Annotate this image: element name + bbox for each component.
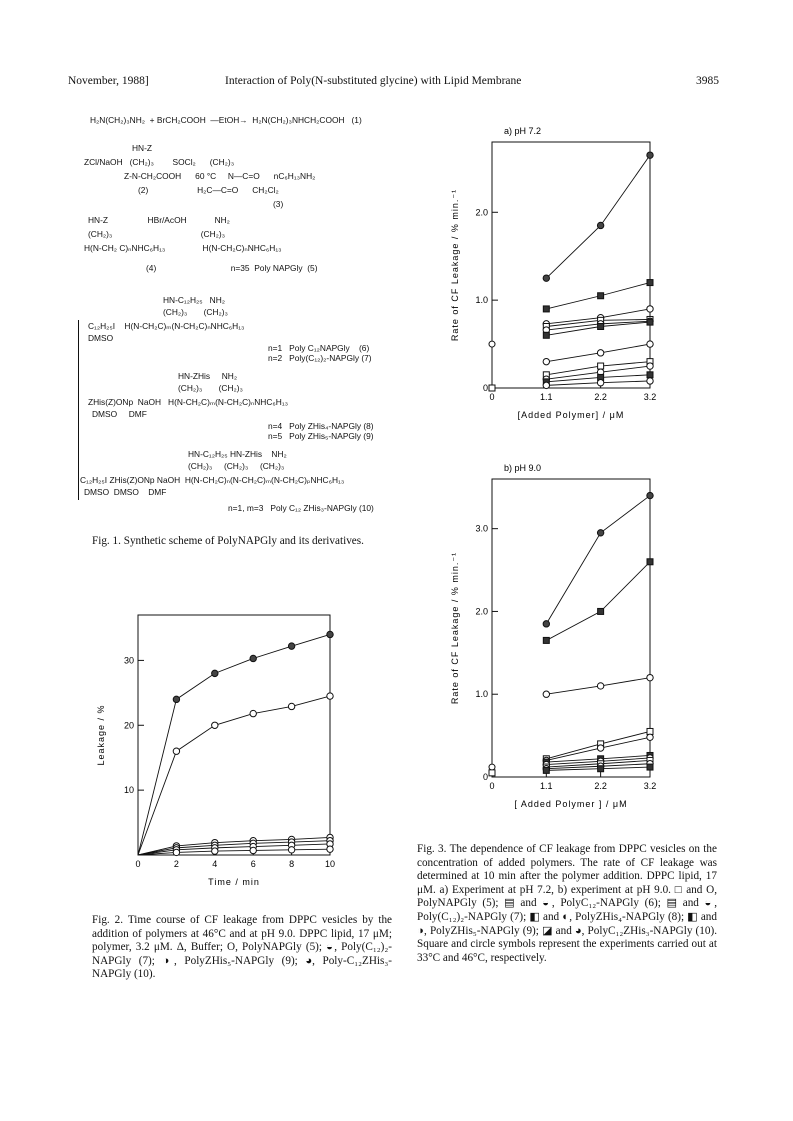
page-number: 3985 (696, 75, 719, 87)
series-line (546, 496, 650, 624)
chart-title: b) pH 9.0 (504, 463, 542, 473)
data-point (327, 693, 333, 699)
x-tick-label: 10 (324, 859, 336, 869)
plot-frame (492, 479, 650, 777)
data-point (212, 722, 218, 728)
data-point (327, 631, 333, 637)
x-tick-label: 3.2 (643, 392, 657, 402)
data-point (647, 674, 653, 680)
data-point (288, 703, 294, 709)
data-point (288, 643, 294, 649)
x-tick-label: 2 (173, 859, 179, 869)
fig3-caption (417, 843, 717, 965)
x-tick-label: 0 (489, 781, 495, 791)
x-tick-label: 6 (250, 859, 256, 869)
data-point (543, 767, 549, 773)
data-point (597, 350, 603, 356)
x-tick-label: 3.2 (643, 781, 657, 791)
series-line (138, 634, 330, 855)
data-point (250, 655, 256, 661)
scheme-line: DMSO (88, 333, 114, 343)
x-tick-label: 0 (489, 392, 495, 402)
y-tick-label: 1.0 (475, 295, 488, 306)
data-point (647, 363, 653, 369)
scheme-line: (CH₂)₃ (CH₂)₃ (CH₂)₃ (188, 461, 285, 471)
scheme-line: HN-ZHis NH₂ (178, 371, 238, 381)
series-line (138, 696, 330, 855)
scheme-line: HN-C₁₂H₂₅ HN-ZHis NH₂ (188, 449, 287, 459)
scheme-line: ZHis(Z)ONp NaOH H(N-CH₂C)ₘ(N-CH₂C)ₙNHC₆H₁₃ (88, 397, 289, 407)
data-point (543, 621, 549, 627)
data-point (647, 152, 653, 158)
y-axis-label: Leakage / % (96, 704, 106, 766)
fig1-caption-text: Synthetic scheme of PolyNAPGly and its derivatives. (123, 535, 364, 547)
scheme-line: HN-Z HBr/AcOH NH₂ (88, 215, 230, 225)
y-tick-label: 2.0 (475, 207, 488, 218)
data-point (543, 358, 549, 364)
y-axis-label: Rate of CF Leakage / % min.⁻¹ (450, 188, 460, 342)
scheme-line: H(N-CH₂ C)ₙNHC₆H₁₃ H(N-CH₂C)ₙNHC₆H₁₃ (84, 243, 282, 253)
scheme-branch-line (78, 320, 80, 500)
fig1-caption (92, 535, 392, 549)
fig2-chart (80, 595, 370, 905)
scheme-line: n=4 Poly ZHis₄-NAPGly (8) (268, 421, 374, 431)
data-point (598, 766, 604, 772)
data-point (250, 847, 256, 853)
scheme-line: (2) H₂C—C=O CH₂Cl₂ (138, 185, 279, 195)
x-tick-label: 1.1 (540, 781, 553, 791)
series-line (138, 837, 330, 855)
data-point (212, 670, 218, 676)
plot-frame (138, 615, 330, 855)
scheme-line: (CH₂)₃ (CH₂)₃ (178, 383, 243, 393)
fig3b-chart (430, 457, 690, 822)
data-point (597, 683, 603, 689)
scheme-line: (4) n=35 Poly NAPGly (5) (146, 263, 318, 273)
data-point (597, 745, 603, 751)
scheme-line: HN-Z (132, 143, 153, 153)
y-tick-label: 0 (482, 772, 488, 782)
data-point (598, 608, 604, 614)
x-axis-label: Time / min (208, 877, 260, 887)
data-point (489, 385, 495, 391)
data-point (489, 764, 495, 770)
fig3-caption-text: The dependence of CF leakage from DPPC vesicles on the concentration of added polymers. The rate of CF leakage was determined at 10 min after the polymer addition. DPPC lipid, 17 μM. a) Experiment at pH 7.2, b) experiment at pH 9.0. □ and O, PolyNAPGly (5); ▤ and ◒, PolyC₁₂-NAPGly (6); ▤ and ◒, Poly(C₁₂)₂-NAPGly (7); ◧ and ◐, PolyZHis₄-NAPGly (8); ◧ and ◑, PolyZHis₅-NAPGly (9); ◪ and ◕, PolyC₁₂ZHis₃-NAPGly (10). Square and circle symbols represent the experiments carried out at 33°C and 46°C, respectively. (417, 843, 717, 964)
data-point (597, 380, 603, 386)
scheme-line: (CH₂)₃ (CH₂)₃ (163, 307, 228, 317)
data-point (327, 846, 333, 852)
y-tick-label: 30 (123, 655, 134, 666)
y-tick-label: 2.0 (475, 606, 488, 617)
scheme-line: C₁₂H₂₅I H(N-CH₂C)ₘ(N-CH₂C)ₙNHC₆H₁₃ (88, 321, 245, 331)
y-axis-label: Rate of CF Leakage / % min.⁻¹ (450, 551, 460, 705)
y-tick-label: 20 (123, 720, 134, 731)
fig2-caption-text: Time course of CF leakage from DPPC vesicles by the addition of polymers at 46°C and at pH 9.0. DPPC lipid, 17 μM; polymer, 3.2 μM. Δ, Buffer; O, PolyNAPGly (5); ◒, Poly(C₁₂)₂-NAPGly (7); ◑, PolyZHis₅-NAPGly (9); ◕, Poly-C₁₂ZHis₃-NAPGly (10). (92, 914, 392, 981)
data-point (212, 848, 218, 854)
scheme-line: C₁₂H₂₅I ZHis(Z)ONp NaOH H(N-CH₂C)ₙ(N-CH₂C)ₘ(N-CH₂C)ₚNHC₆H₁₃ (80, 475, 345, 485)
scheme-line: H₂N(CH₂)₃NH₂ + BrCH₂COOH —EtOH→ H₂N(CH₂)₃NHCH₂COOH (1) (90, 115, 362, 125)
data-point (647, 734, 653, 740)
data-point (647, 280, 653, 286)
data-point (173, 696, 179, 702)
synthetic-scheme (78, 110, 398, 520)
data-point (647, 764, 653, 770)
data-point (489, 341, 495, 347)
header-title: Interaction of Poly(N-substituted glycine) with Lipid Membrane (225, 75, 522, 87)
data-point (598, 293, 604, 299)
y-tick-label: 3.0 (475, 523, 488, 534)
data-point (250, 710, 256, 716)
scheme-line: n=1 Poly C₁₂NAPGly (6) (268, 343, 370, 353)
data-point (288, 847, 294, 853)
data-point (543, 306, 549, 312)
x-tick-label: 2.2 (594, 392, 607, 402)
data-point (543, 332, 549, 338)
scheme-line: DMSO DMF (92, 409, 147, 419)
plot-frame (492, 142, 650, 388)
data-point (597, 530, 603, 536)
scheme-line: n=5 Poly ZHis₅-NAPGly (9) (268, 431, 374, 441)
data-point (489, 770, 495, 776)
scheme-line: Z-N-CH₂COOH 60 °C N—C=O nC₆H₁₃NH₂ (124, 171, 316, 181)
y-tick-label: 0 (482, 383, 488, 393)
data-point (647, 378, 653, 384)
x-tick-label: 4 (212, 859, 218, 869)
data-point (173, 849, 179, 855)
x-tick-label: 2.2 (594, 781, 607, 791)
data-point (173, 748, 179, 754)
y-tick-label: 10 (123, 785, 134, 796)
data-point (597, 222, 603, 228)
data-point (647, 372, 653, 378)
scheme-line: (CH₂)₃ (CH₂)₃ (88, 229, 226, 239)
scheme-line: HN-C₁₂H₂₅ NH₂ (163, 295, 226, 305)
data-point (647, 341, 653, 347)
header-date: November, 1988] (68, 75, 149, 87)
data-point (647, 559, 653, 565)
data-point (543, 275, 549, 281)
data-point (598, 363, 604, 369)
data-point (647, 319, 653, 325)
fig3-caption-label: Fig. 3. (417, 843, 447, 855)
data-point (543, 382, 549, 388)
fig2-caption-label: Fig. 2. (92, 914, 124, 926)
data-point (543, 637, 549, 643)
x-tick-label: 8 (289, 859, 295, 869)
scheme-line: (3) (273, 199, 284, 209)
scheme-line: n=2 Poly(C₁₂)₂-NAPGly (7) (268, 353, 372, 363)
fig3a-chart (450, 120, 690, 440)
data-point (543, 691, 549, 697)
x-tick-label: 0 (135, 859, 141, 869)
x-axis-label: [Added Polymer] / μM (517, 410, 625, 420)
fig1-caption-label: Fig. 1. (92, 535, 121, 547)
x-axis-label: [ Added Polymer ] / μM (514, 799, 628, 809)
x-tick-label: 1.1 (540, 392, 553, 402)
data-point (647, 492, 653, 498)
series-line (546, 562, 650, 641)
y-tick-label: 1.0 (475, 689, 488, 700)
scheme-line: n=1, m=3 Poly C₁₂ ZHis₃-NAPGly (10) (228, 503, 374, 513)
scheme-line: ZCl/NaOH (CH₂)₃ SOCl₂ (CH₂)₃ (84, 157, 235, 167)
fig2-caption (92, 914, 392, 982)
scheme-line: DMSO DMSO DMF (84, 487, 167, 497)
data-point (647, 306, 653, 312)
data-point (598, 324, 604, 330)
series-line (546, 155, 650, 278)
chart-title: a) pH 7.2 (504, 126, 542, 136)
